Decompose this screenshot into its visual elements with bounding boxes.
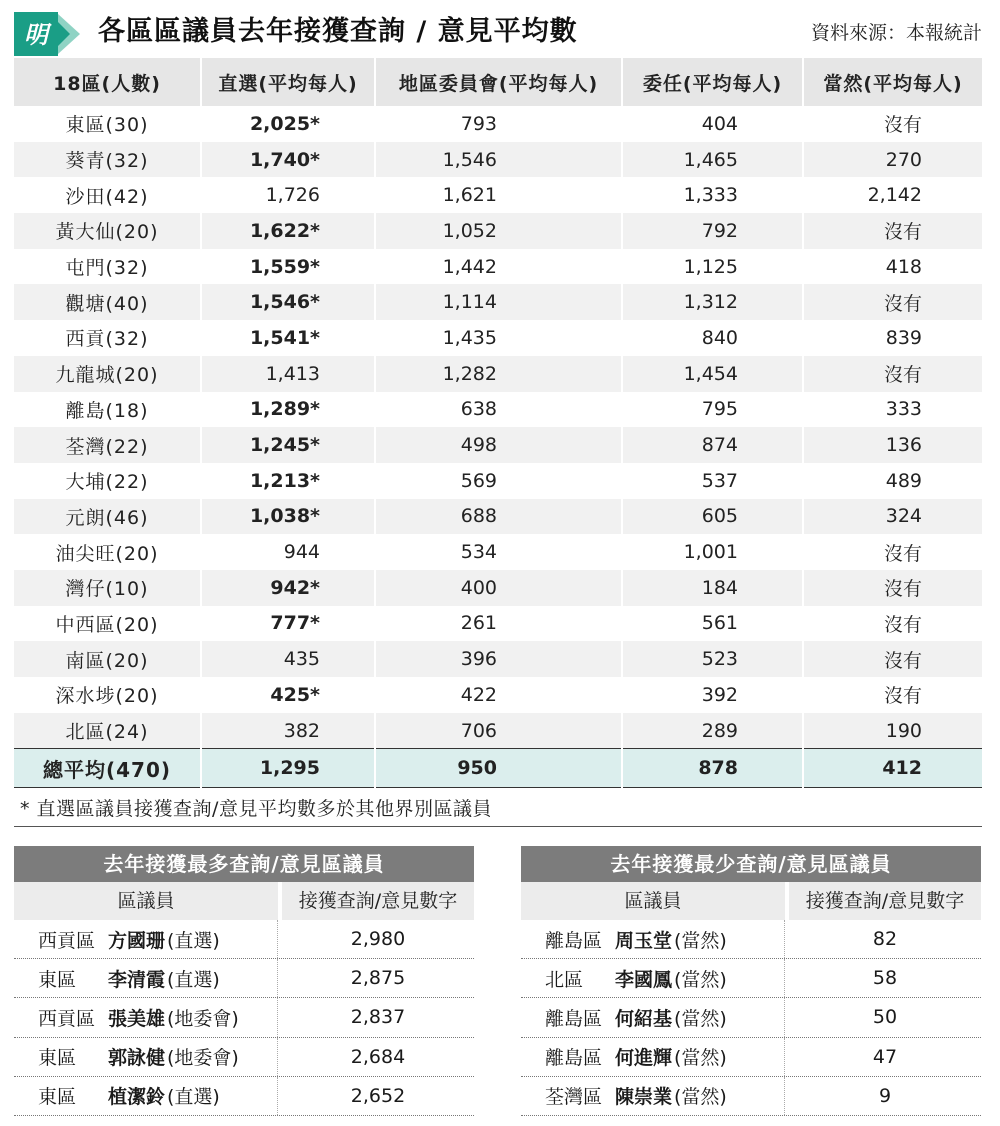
count-cell: 2,875: [350, 967, 406, 990]
member-name: 何進輝: [615, 1047, 673, 1070]
district-cell: 九龍城(20): [14, 356, 201, 392]
count-cell: 58: [872, 967, 898, 990]
count-cell: 2,684: [350, 1045, 406, 1068]
most-panel-title: 去年接獲最多查詢/意見區議員: [14, 846, 474, 882]
district-cell: 葵青(32): [14, 142, 201, 178]
member-district: 東區: [38, 968, 77, 991]
direct-cell: 1,413: [201, 356, 375, 392]
appointed-cell: 878: [622, 749, 803, 788]
member-name: 植潔鈴: [108, 1086, 166, 1109]
district-committee-cell: 569: [375, 463, 622, 499]
member-district: 西貢區: [38, 929, 96, 952]
direct-cell: 777*: [201, 606, 375, 642]
direct-cell: 1,289*: [201, 392, 375, 428]
list-item: [14, 959, 474, 998]
district-committee-cell: 396: [375, 641, 622, 677]
district-cell: 觀塘(40): [14, 284, 201, 320]
least-panel-header: [521, 882, 981, 920]
count-cell: 82: [872, 928, 898, 951]
table-row: [14, 606, 982, 642]
district-cell: 南區(20): [14, 641, 201, 677]
member-district: 離島區: [545, 1047, 603, 1070]
table-row: [14, 427, 982, 463]
district-cell: 油尖旺(20): [14, 534, 201, 570]
appointed-cell: 289: [622, 713, 803, 749]
member-cell: [14, 920, 278, 958]
member-district: 東區: [38, 1086, 77, 1109]
table-row: [14, 106, 982, 142]
appointed-cell: 184: [622, 570, 803, 606]
direct-cell: 1,245*: [201, 427, 375, 463]
member-name: 周玉堂: [615, 929, 673, 952]
district-cell: 屯門(32): [14, 249, 201, 285]
direct-cell: 1,559*: [201, 249, 375, 285]
col-district: 18區(人數): [14, 58, 201, 106]
member-cell: [521, 920, 785, 958]
ex-officio-cell: 418: [803, 249, 982, 285]
col-direct: 直選(平均每人): [201, 58, 375, 106]
member-district: 北區: [545, 968, 584, 991]
ex-officio-cell: 839: [803, 320, 982, 356]
district-committee-cell: 498: [375, 427, 622, 463]
member-cell: [521, 1077, 785, 1115]
table-body: [14, 106, 982, 788]
most-col-count: 接獲查詢/意見數字: [282, 882, 474, 920]
table-row: [14, 142, 982, 178]
direct-cell: 1,213*: [201, 463, 375, 499]
list-item: [14, 1077, 474, 1116]
district-committee-cell: 1,282: [375, 356, 622, 392]
district-committee-cell: 1,052: [375, 213, 622, 249]
member-type: (直選): [167, 1086, 220, 1109]
appointed-cell: 561: [622, 606, 803, 642]
appointed-cell: 605: [622, 499, 803, 535]
district-cell: 荃灣(22): [14, 427, 201, 463]
member-type: (當然): [674, 1047, 727, 1070]
appointed-cell: 1,125: [622, 249, 803, 285]
member-type: (當然): [674, 929, 727, 952]
appointed-cell: 874: [622, 427, 803, 463]
table-row: [14, 570, 982, 606]
table-row: [14, 534, 982, 570]
district-cell: 中西區(20): [14, 606, 201, 642]
table-row: [14, 677, 982, 713]
ex-officio-cell: 333: [803, 392, 982, 428]
district-committee-cell: 261: [375, 606, 622, 642]
appointed-cell: 1,312: [622, 284, 803, 320]
ex-officio-cell: 324: [803, 499, 982, 535]
district-cell: 元朗(46): [14, 499, 201, 535]
member-district: 離島區: [545, 1007, 603, 1030]
direct-cell: 944: [201, 534, 375, 570]
appointed-cell: 537: [622, 463, 803, 499]
table-row: [14, 499, 982, 535]
member-name: 何紹基: [615, 1007, 673, 1030]
district-cell: 東區(30): [14, 106, 201, 142]
district-cell: 離島(18): [14, 392, 201, 428]
district-cell: 大埔(22): [14, 463, 201, 499]
ex-officio-cell: 沒有: [803, 677, 982, 713]
table-row: [14, 356, 982, 392]
district-average-table: [14, 58, 982, 788]
source-note: 資料來源：本報統計: [810, 22, 982, 44]
least-enquiries-panel: [521, 846, 981, 1116]
most-col-member: 區議員: [14, 882, 278, 920]
table-row: [14, 641, 982, 677]
member-name: 方國珊: [108, 929, 166, 952]
district-committee-cell: 1,435: [375, 320, 622, 356]
district-committee-cell: 706: [375, 713, 622, 749]
total-row: [14, 749, 982, 788]
list-item: [521, 959, 981, 998]
district-cell: 北區(24): [14, 713, 201, 749]
direct-cell: 1,740*: [201, 142, 375, 178]
ex-officio-cell: 沒有: [803, 213, 982, 249]
appointed-cell: 523: [622, 641, 803, 677]
ex-officio-cell: 沒有: [803, 106, 982, 142]
count-cell: 2,837: [350, 1006, 406, 1029]
district-committee-cell: 1,546: [375, 142, 622, 178]
ex-officio-cell: 489: [803, 463, 982, 499]
member-cell: [14, 1038, 278, 1076]
member-cell: [14, 1077, 278, 1115]
table-row: [14, 213, 982, 249]
least-col-count: 接獲查詢/意見數字: [789, 882, 981, 920]
district-cell: 西貢(32): [14, 320, 201, 356]
district-cell: 灣仔(10): [14, 570, 201, 606]
appointed-cell: 792: [622, 213, 803, 249]
member-district: 離島區: [545, 929, 603, 952]
ex-officio-cell: 2,142: [803, 177, 982, 213]
most-enquiries-panel: [14, 846, 474, 1116]
ex-officio-cell: 沒有: [803, 641, 982, 677]
count-cell: 2,652: [350, 1084, 406, 1107]
list-item: [14, 920, 474, 959]
member-district: 東區: [38, 1047, 77, 1070]
district-committee-cell: 1,442: [375, 249, 622, 285]
direct-cell: 942*: [201, 570, 375, 606]
member-name: 郭詠健: [108, 1047, 166, 1070]
count-cell: 2,980: [350, 928, 406, 951]
direct-cell: 1,295: [201, 749, 375, 788]
ex-officio-cell: 沒有: [803, 284, 982, 320]
appointed-cell: 392: [622, 677, 803, 713]
member-type: (當然): [674, 1086, 727, 1109]
appointed-cell: 1,454: [622, 356, 803, 392]
member-type: (直選): [167, 929, 220, 952]
ming-pao-logo-icon: [14, 12, 84, 56]
least-col-member: 區議員: [521, 882, 785, 920]
list-item: [521, 920, 981, 959]
most-panel-header: [14, 882, 474, 920]
table-row: [14, 284, 982, 320]
table-row: [14, 177, 982, 213]
member-cell: [521, 959, 785, 997]
divider: [14, 826, 982, 827]
header: [14, 8, 982, 58]
least-panel-title: 去年接獲最少查詢/意見區議員: [521, 846, 981, 882]
member-type: (當然): [674, 1007, 727, 1030]
list-item: [14, 998, 474, 1037]
list-item: [14, 1038, 474, 1077]
direct-cell: 425*: [201, 677, 375, 713]
district-cell: 總平均(470): [14, 749, 201, 788]
direct-cell: 2,025*: [201, 106, 375, 142]
district-committee-cell: 793: [375, 106, 622, 142]
ex-officio-cell: 沒有: [803, 534, 982, 570]
appointed-cell: 404: [622, 106, 803, 142]
col-district-committee: 地區委員會(平均每人): [375, 58, 622, 106]
district-cell: 黃大仙(20): [14, 213, 201, 249]
table-row: [14, 249, 982, 285]
page-title: 各區區議員去年接獲查詢 / 意見平均數: [98, 16, 578, 47]
district-committee-cell: 422: [375, 677, 622, 713]
direct-cell: 1,038*: [201, 499, 375, 535]
member-type: (地委會): [167, 1047, 239, 1070]
direct-cell: 1,546*: [201, 284, 375, 320]
list-item: [521, 998, 981, 1037]
count-cell: 47: [872, 1045, 898, 1068]
list-item: [521, 1038, 981, 1077]
direct-cell: 435: [201, 641, 375, 677]
district-committee-cell: 1,114: [375, 284, 622, 320]
member-type: (直選): [167, 968, 220, 991]
district-committee-cell: 534: [375, 534, 622, 570]
ex-officio-cell: 270: [803, 142, 982, 178]
list-item: [521, 1077, 981, 1116]
district-cell: 沙田(42): [14, 177, 201, 213]
table-row: [14, 392, 982, 428]
member-cell: [14, 998, 278, 1036]
count-cell: 50: [872, 1006, 898, 1029]
member-cell: [521, 1038, 785, 1076]
district-committee-cell: 638: [375, 392, 622, 428]
member-cell: [14, 959, 278, 997]
ex-officio-cell: 沒有: [803, 570, 982, 606]
ex-officio-cell: 136: [803, 427, 982, 463]
table-row: [14, 463, 982, 499]
district-committee-cell: 950: [375, 749, 622, 788]
member-name: 李清霞: [108, 968, 166, 991]
direct-cell: 1,726: [201, 177, 375, 213]
member-district: 荃灣區: [545, 1086, 603, 1109]
direct-cell: 1,541*: [201, 320, 375, 356]
ex-officio-cell: 沒有: [803, 356, 982, 392]
col-appointed: 委任(平均每人): [622, 58, 803, 106]
table-row: [14, 713, 982, 749]
logo-char: 明: [24, 21, 48, 49]
table-header-row: [14, 58, 982, 106]
footnote: * 直選區議員接獲查詢/意見平均數多於其他界別區議員: [20, 798, 492, 820]
member-type: (當然): [674, 968, 727, 991]
ex-officio-cell: 沒有: [803, 606, 982, 642]
district-committee-cell: 1,621: [375, 177, 622, 213]
member-name: 李國鳳: [615, 968, 673, 991]
member-name: 張美雄: [108, 1007, 166, 1030]
ex-officio-cell: 412: [803, 749, 982, 788]
ex-officio-cell: 190: [803, 713, 982, 749]
col-ex-officio: 當然(平均每人): [803, 58, 982, 106]
district-committee-cell: 688: [375, 499, 622, 535]
member-cell: [521, 998, 785, 1036]
appointed-cell: 1,465: [622, 142, 803, 178]
appointed-cell: 840: [622, 320, 803, 356]
appointed-cell: 1,001: [622, 534, 803, 570]
count-cell: 9: [878, 1084, 892, 1107]
member-type: (地委會): [167, 1007, 239, 1030]
appointed-cell: 1,333: [622, 177, 803, 213]
appointed-cell: 795: [622, 392, 803, 428]
direct-cell: 1,622*: [201, 213, 375, 249]
district-cell: 深水埗(20): [14, 677, 201, 713]
member-district: 西貢區: [38, 1007, 96, 1030]
district-committee-cell: 400: [375, 570, 622, 606]
member-name: 陳崇業: [615, 1086, 673, 1109]
table-row: [14, 320, 982, 356]
direct-cell: 382: [201, 713, 375, 749]
